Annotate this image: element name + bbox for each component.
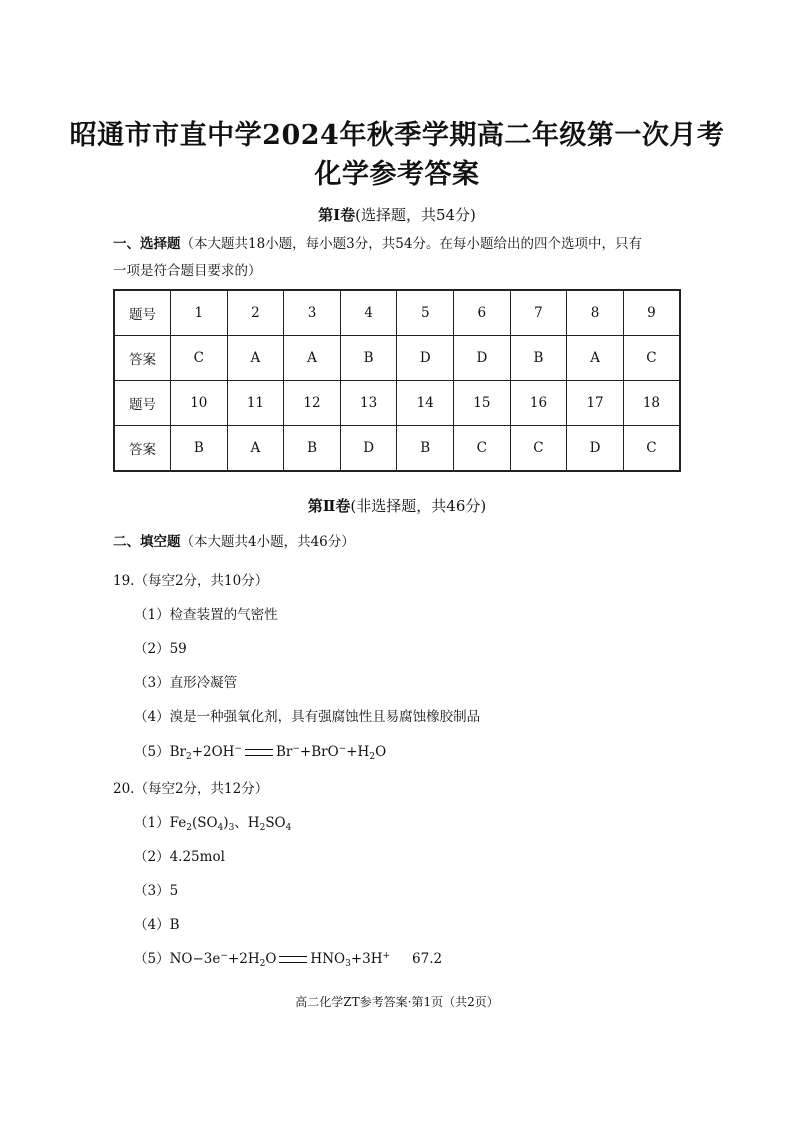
question-number: 11 xyxy=(227,381,284,426)
answer-cell: A xyxy=(284,336,341,381)
q20-item-4: （4）B xyxy=(134,917,180,933)
section2-desc: （本大题共4小题，共46分） xyxy=(180,534,355,550)
row-label-number: 题号 xyxy=(114,381,171,426)
equation-sup: − xyxy=(338,744,347,754)
question-number: 4 xyxy=(340,290,397,336)
q19-item-5 xyxy=(134,740,386,762)
equation-part: O xyxy=(265,951,277,967)
question-number: 17 xyxy=(567,381,624,426)
section2-description xyxy=(113,529,355,556)
equals-sign-icon xyxy=(245,749,273,756)
formula-sub: 4 xyxy=(285,823,292,833)
question-number: 10 xyxy=(171,381,228,426)
equation-sup: − xyxy=(220,951,228,961)
section1-desc-line2: 一项是符合题目要求的） xyxy=(113,263,262,279)
q19-item-5-prefix: （5） xyxy=(134,744,170,760)
q20-header: 20.（每空2分，共12分） xyxy=(113,781,269,797)
formula-part: SO xyxy=(265,815,286,831)
equation-part: +3H xyxy=(350,951,383,967)
question-number: 2 xyxy=(227,290,284,336)
answer-cell: D xyxy=(340,426,397,472)
question-number: 1 xyxy=(171,290,228,336)
equation-part: Br xyxy=(169,744,186,760)
part2-heading-rest: (非选择题，共46分) xyxy=(350,497,487,515)
row-label-answer: 答案 xyxy=(114,426,171,472)
formula-part: Fe xyxy=(169,815,187,831)
answer-cell: D xyxy=(567,426,624,472)
equation-part: NO−3e xyxy=(169,951,221,967)
question-number: 14 xyxy=(397,381,454,426)
answer-cell: C xyxy=(623,426,680,472)
part1-heading-rest: (选择题，共54分) xyxy=(355,206,476,224)
formula-sub: 4 xyxy=(217,823,224,833)
document-title-line2: 化学参考答案 xyxy=(314,159,480,190)
question-number: 12 xyxy=(284,381,341,426)
q19-item-4: （4）溴是一种强氧化剂，具有强腐蚀性且易腐蚀橡胶制品 xyxy=(134,709,481,725)
equation-part: HNO xyxy=(310,951,346,967)
equation-part: +BrO xyxy=(299,744,339,760)
section1-label: 一、选择题 xyxy=(113,236,181,252)
answer-cell: B xyxy=(171,426,228,472)
q20-item-1 xyxy=(134,811,291,833)
answer-cell: C xyxy=(623,336,680,381)
table-row xyxy=(114,290,680,336)
table-row xyxy=(114,381,680,426)
question-number: 9 xyxy=(623,290,680,336)
answer-cell: D xyxy=(454,336,511,381)
answer-cell: C xyxy=(454,426,511,472)
q20-item-5 xyxy=(134,947,442,969)
question-number: 6 xyxy=(454,290,511,336)
table-row xyxy=(114,336,680,381)
q19-item-3: （3）直形冷凝管 xyxy=(134,675,238,691)
q19-item-2: （2）59 xyxy=(134,641,187,657)
part2-heading-bold: 第Ⅱ卷 xyxy=(307,497,351,515)
section1-description xyxy=(113,231,693,285)
answer-cell: D xyxy=(397,336,454,381)
equation-sup: − xyxy=(292,744,300,754)
formula-part: ) xyxy=(223,815,229,831)
part1-heading xyxy=(0,204,794,225)
answer-cell: A xyxy=(227,426,284,472)
formula-part: 、H xyxy=(234,815,260,831)
document-title-line1: 昭通市市直中学2024年秋季学期高二年级第一次月考 xyxy=(69,120,725,151)
question-number: 8 xyxy=(567,290,624,336)
question-number: 13 xyxy=(340,381,397,426)
q20-item-2: （2）4.25mol xyxy=(134,849,225,865)
formula-sub: 3 xyxy=(228,823,235,833)
equation-part: +2H xyxy=(227,951,260,967)
q19-item-1: （1）检查装置的气密性 xyxy=(134,607,278,623)
equation-sub: 2 xyxy=(369,752,376,762)
question-number: 15 xyxy=(454,381,511,426)
part2-heading xyxy=(0,495,794,516)
q20-item-5-value: 67.2 xyxy=(412,951,443,967)
answer-cell: A xyxy=(227,336,284,381)
question-number: 5 xyxy=(397,290,454,336)
question-number: 16 xyxy=(510,381,567,426)
question-number: 18 xyxy=(623,381,680,426)
q19-header: 19.（每空2分，共10分） xyxy=(113,573,269,589)
equation-sub: 3 xyxy=(345,959,351,969)
section2-label: 二、填空题 xyxy=(113,534,181,550)
answer-cell: C xyxy=(171,336,228,381)
answer-table xyxy=(113,289,681,472)
formula-part: (SO xyxy=(191,815,218,831)
answer-cell: A xyxy=(567,336,624,381)
answer-cell: C xyxy=(510,426,567,472)
row-label-answer: 答案 xyxy=(114,336,171,381)
q20-item-1-prefix: （1） xyxy=(134,815,170,831)
formula-sub: 2 xyxy=(259,823,266,833)
q20-item-5-prefix: （5） xyxy=(134,951,170,967)
equation-sub: 2 xyxy=(185,752,192,762)
answer-cell: B xyxy=(284,426,341,472)
equation-part: O xyxy=(375,744,387,760)
section1-desc-line1: （本大题共18小题，每小题3分，共54分。在每小题给出的四个选项中，只有 xyxy=(180,236,642,252)
q20-item-3: （3）5 xyxy=(134,883,179,899)
formula-sub: 2 xyxy=(186,823,192,833)
equation-part: +H xyxy=(346,744,370,760)
equals-sign-icon xyxy=(279,956,307,963)
equation-sup: + xyxy=(382,951,391,961)
page-footer: 高二化学ZT参考答案·第1页（共2页） xyxy=(295,995,499,1009)
part1-heading-bold: 第Ⅰ卷 xyxy=(318,206,356,224)
equation-part: Br xyxy=(276,744,293,760)
equation-part: +2OH xyxy=(191,744,235,760)
question-number: 7 xyxy=(510,290,567,336)
answer-cell: B xyxy=(397,426,454,472)
answer-cell: B xyxy=(340,336,397,381)
table-row xyxy=(114,426,680,472)
row-label-number: 题号 xyxy=(114,290,171,336)
question-number: 3 xyxy=(284,290,341,336)
answer-cell: B xyxy=(510,336,567,381)
equation-sup: − xyxy=(234,744,242,754)
equation-sub: 2 xyxy=(259,959,266,969)
